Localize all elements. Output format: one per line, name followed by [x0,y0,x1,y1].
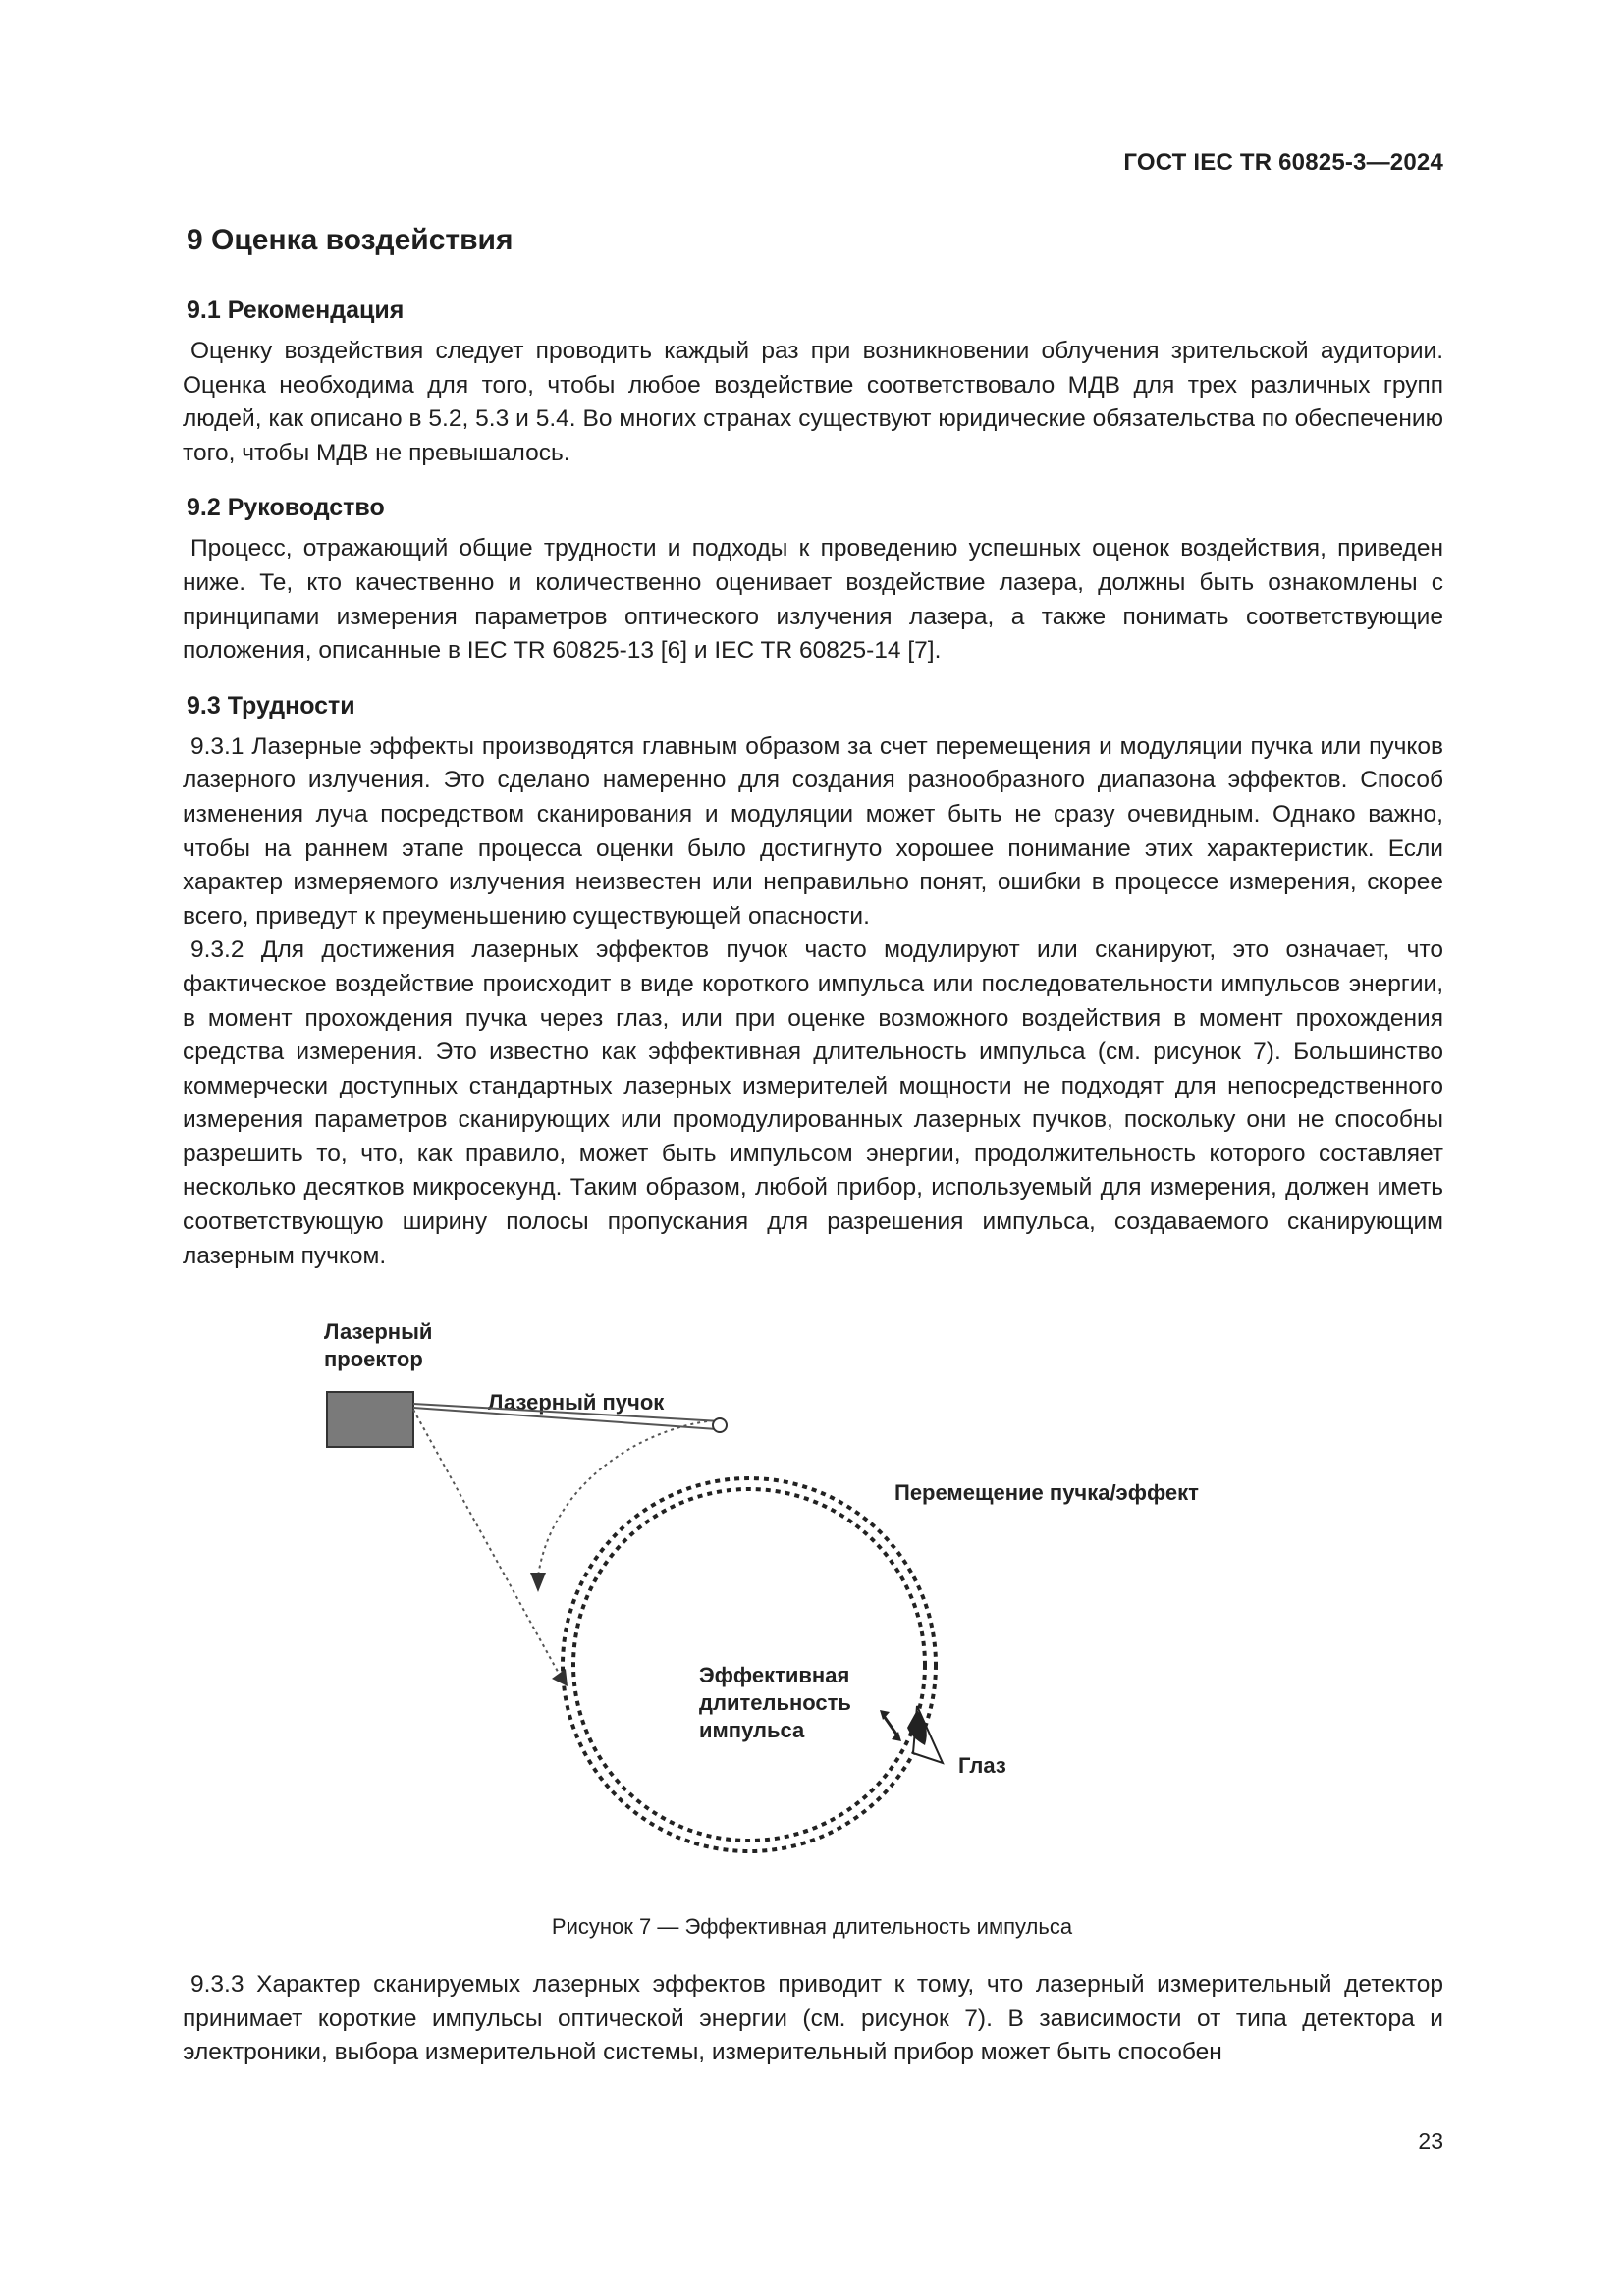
figure-7 [0,1306,1624,1914]
figure-7-diagram [0,1306,1624,1914]
projector-label-2: проектор [324,1347,423,1371]
paragraph-9-1-text: Оценку воздействия следует проводить каждый раз при возникновении облучения зрительской аудитории. Оценка необходима для того, чтобы любое воздействие соответствовало МДВ для трех различных групп людей, как описано в 5.2, 5.3 и 5.4. Во многих странах существуют юридические обязательства по обеспечению того, чтобы МДВ не превышалось. [183,338,1443,466]
pulse-label-1: Эффективная [699,1663,850,1687]
subsection-9-2-title: 9.2 Руководство [187,494,385,522]
movement-label: Перемещение пучка/эффект [894,1480,1199,1505]
subsection-9-1-title: 9.1 Рекомендация [187,296,405,324]
eye-label: Глаз [958,1753,1006,1778]
beam-label: Лазерный пучок [488,1390,665,1415]
figure-caption: Рисунок 7 — Эффективная длительность импульса [551,1914,1073,1939]
dotted-beam-path [413,1410,562,1679]
standard-header: ГОСТ IEC TR 60825-3—2024 [1123,149,1443,176]
paragraph-9-3-2 [183,934,1443,1273]
paragraph-9-3-3-text: 9.3.3 Характер сканируемых лазерных эффектов приводит к тому, что лазерный измерительный детектор принимает короткие импульсы оптической энергии (см. рисунок 7). В зависимости от типа детектора и электроники, выбора измерительной системы, измерительный прибор может быть способен [183,1971,1443,2066]
dotted-arrow-head [552,1669,568,1686]
pulse-label-3: импульса [699,1718,805,1742]
paragraph-9-2-text: Процесс, отражающий общие трудности и подходы к проведению успешных оценок воздействия, приведен ниже. Те, кто качественно и количественно оценивает воздействие лазера, должны быть ознакомлены с принципами измерения параметров оптического излучения лазера, а также понимать соответствующие положения, описанные в IEC TR 60825-13 [6] и IEC TR 60825-14 [7]. [183,535,1443,665]
curved-arrow-head [530,1573,546,1592]
pulse-duration-arrow [884,1716,897,1735]
main-content [183,224,1443,1273]
pulse-label-2: длительность [699,1690,851,1715]
paragraph-9-3-1 [183,730,1443,934]
section-title: 9 Оценка воздействия [187,224,514,256]
beam-spot [713,1418,727,1432]
paragraph-9-3-3 [183,1968,1443,2070]
paragraph-9-1 [183,335,1443,470]
curved-motion-arrow [538,1421,707,1576]
paragraph-9-3-1-text: 9.3.1 Лазерные эффекты производятся главным образом за счет перемещения и модуляции пучка или пучков лазерного излучения. Это сделано намеренно для создания разнообразного диапазона эффектов. Способ изменения луча посредством сканирования и модуляции может быть не сразу очевидным. Однако важно, чтобы на раннем этапе процесса оценки было достигнуто хорошее понимание этих характеристик. Если характер измеряемого излучения неизвестен или неправильно понят, ошибки в процессе измерения, скорее всего, приведут к преуменьшению существующей опасности. [183,732,1443,930]
page-number: 23 [1418,2128,1443,2154]
subsection-9-3-title: 9.3 Трудности [187,691,355,720]
paragraph-9-3-2-text: 9.3.2 Для достижения лазерных эффектов пучок часто модулируют или сканируют, это означает, что фактическое воздействие происходит в виде короткого импульса или последовательности импульсов энергии, в момент прохождения пучка через глаз, или при оценке возможного воздействия в момент прохождения средства измерения. Это известно как эффективная длительность импульса (см. рисунок 7). Большинство коммерчески доступных стандартных лазерных измерителей мощности не подходят для непосредственного измерения параметров сканирующих или промодулированных лазерных пучков, поскольку они не способны разрешить то, что, как правило, может быть импульсом энергии, продолжительность которого составляет несколько десятков микросекунд. Таким образом, любой прибор, используемый для измерения, должен иметь соответствующую ширину полосы пропускания для разрешения импульса, создаваемого сканирующим лазерным пучком. [183,936,1443,1269]
eye-icon [907,1706,943,1763]
projector-label-1: Лазерный [324,1319,433,1344]
laser-projector-box [327,1392,413,1447]
paragraph-9-2 [183,532,1443,667]
